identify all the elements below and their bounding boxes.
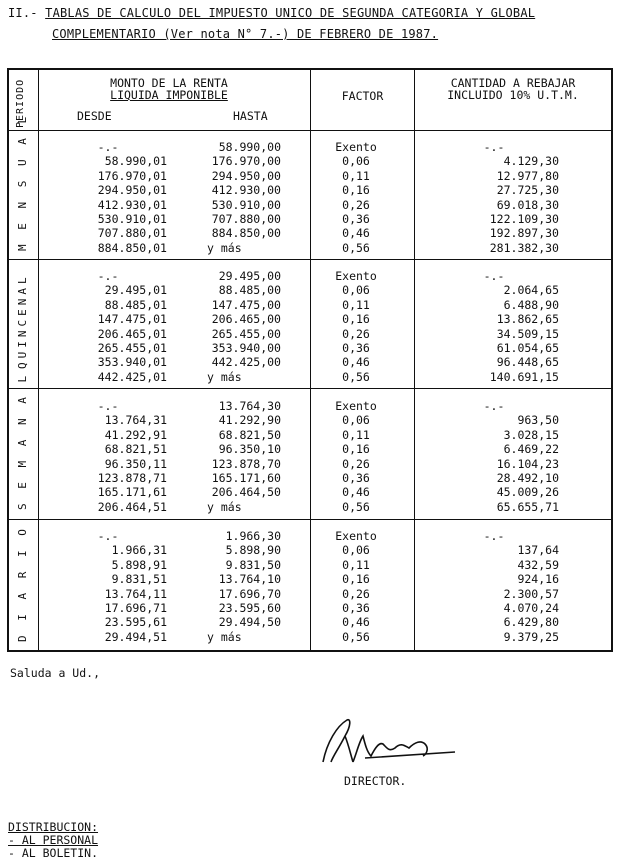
factor-cell: 0,26 [342,456,370,471]
rebajar-cell: 140.691,15 [489,369,559,384]
hasta-cell: 9.831,50 [225,557,281,572]
factor-cell: 0,16 [342,312,370,327]
desde-cell: 88.485,01 [104,297,167,312]
signature-title: DIRECTOR. [344,774,407,788]
rebajar-cell: -.- [483,140,505,154]
desde-cell: 1.966,31 [111,543,167,558]
rebajar-cell: 4.129,30 [503,154,559,169]
hasta-cell: 294.950,00 [211,168,281,183]
header-period: PERIODO [15,78,26,128]
rebajar-cell: 963,50 [517,413,559,428]
hasta-cell: 41.292,90 [218,413,281,428]
factor-cell: 0,46 [342,615,370,630]
factor-cell: 0,11 [342,168,370,183]
hasta-cell: 23.595,60 [218,601,281,615]
factor-cell: Exento [335,140,377,154]
hasta-cell: 265.455,00 [211,326,281,341]
heading-title: TABLAS DE CALCULO DEL IMPUESTO UNICO DE SEGUNDA CATEGORIA Y GLOBAL [45,6,536,20]
desde-cell: 17.696,71 [104,601,167,615]
header-factor: FACTOR [341,89,384,103]
factor-cell: 0,26 [342,326,370,341]
hasta-cell: 1.966,30 [225,529,281,543]
desde-cell: 58.990,01 [104,154,167,169]
hasta-cell: 884.850,00 [211,226,281,241]
header-rebajar-1: CANTIDAD A REBAJAR [450,76,576,90]
desde-cell: 165.171,61 [97,485,167,500]
rebajar-cell: 4.070,24 [503,601,559,615]
rebajar-cell: 137,64 [517,543,559,558]
desde-cell: 13.764,11 [104,586,167,601]
factor-cell: 0,06 [342,154,370,169]
hasta-cell: 88.485,00 [218,283,281,298]
factor-cell: 0,36 [342,601,370,615]
desde-cell: 29.495,01 [104,283,167,298]
factor-cell: Exento [335,399,377,413]
hasta-cell: 17.696,70 [218,586,281,601]
factor-cell: 0,56 [342,499,370,514]
desde-cell: 294.950,01 [97,183,167,198]
distribution-item: - AL PERSONAL [8,833,99,847]
hasta-cell: y más [207,629,242,644]
hasta-cell: 5.898,90 [225,543,281,558]
distribution-item: - AL BOLETIN. [8,846,99,860]
rebajar-cell: 65.655,71 [496,499,559,514]
rebajar-cell: 281.382,30 [489,240,559,255]
rebajar-cell: 2.064,65 [503,283,559,298]
desde-cell: 23.595,61 [104,615,167,630]
desde-cell: 412.930,01 [97,197,167,212]
factor-cell: 0,06 [342,543,370,558]
rebajar-cell: 45.009,26 [496,485,559,500]
factor-cell: 0,36 [342,471,370,485]
desde-cell: 206.464,51 [97,499,167,514]
heading-line-2: COMPLEMENTARIO (Ver nota N° 7.-) DE FEBRERO DE 1987. [52,27,439,41]
factor-cell: 0,36 [342,341,370,355]
desde-cell: 9.831,51 [111,572,167,587]
rebajar-cell: 924,16 [517,572,559,587]
desde-cell: 442.425,01 [97,369,167,384]
factor-cell: 0,16 [342,572,370,587]
period-label: D I A R I O [16,525,29,642]
hasta-cell: 29.494,50 [218,615,281,630]
hasta-cell: 707.880,00 [211,212,281,226]
col-divider [414,70,415,650]
desde-cell: -.- [97,269,119,283]
hasta-cell: y más [207,369,242,384]
desde-cell: 29.494,51 [104,629,167,644]
heading-line-1 [8,6,535,20]
desde-cell: 96.350,11 [104,456,167,471]
rebajar-cell: 28.492,10 [496,471,559,485]
hasta-cell: 412.930,00 [211,183,281,198]
rebajar-cell: 96.448,65 [496,355,559,370]
rebajar-cell: -.- [483,399,505,413]
desde-cell: -.- [97,399,119,413]
rebajar-cell: 16.104,23 [496,456,559,471]
rebajar-cell: 12.977,80 [496,168,559,183]
desde-cell: 5.898,91 [111,557,167,572]
hasta-cell: 206.464,50 [211,485,281,500]
rebajar-cell: 9.379,25 [503,629,559,644]
desde-cell: -.- [97,529,119,543]
factor-cell: 0,06 [342,283,370,298]
hasta-cell: 147.475,00 [211,297,281,312]
heading-number: II.- [8,6,38,20]
desde-cell: 41.292,91 [104,427,167,442]
desde-cell: 123.878,71 [97,471,167,485]
row-divider [9,388,611,389]
hasta-cell: 58.990,00 [218,140,281,154]
factor-cell: 0,46 [342,226,370,241]
rebajar-cell: -.- [483,269,505,283]
header-monto-2: LIQUIDA IMPONIBLE [110,88,228,102]
hasta-cell: 13.764,30 [218,399,281,413]
distribution-title: DISTRIBUCION: [8,820,99,834]
factor-cell: 0,36 [342,212,370,226]
row-divider [9,130,611,131]
hasta-cell: 353.940,00 [211,341,281,355]
desde-cell: 265.455,01 [97,341,167,355]
hasta-cell: 206.465,00 [211,312,281,327]
factor-cell: 0,11 [342,297,370,312]
desde-cell: 13.764,31 [104,413,167,428]
hasta-cell: 96.350,10 [218,442,281,457]
hasta-cell: 13.764,10 [218,572,281,587]
rebajar-cell: 2.300,57 [503,586,559,601]
row-divider [9,519,611,520]
desde-cell: 176.970,01 [97,168,167,183]
factor-cell: Exento [335,529,377,543]
desde-cell: -.- [97,140,119,154]
rebajar-cell: 432,59 [517,557,559,572]
period-label: M E N S U A L [16,112,29,251]
factor-cell: 0,16 [342,183,370,198]
rebajar-cell: 13.862,65 [496,312,559,327]
closing-text: Saluda a Ud., [10,666,101,680]
factor-cell: 0,06 [342,413,370,428]
factor-cell: 0,11 [342,557,370,572]
period-label: S E M A N A L [16,371,29,510]
header-rebajar-2: INCLUIDO 10% U.T.M. [447,88,579,102]
factor-cell: 0,56 [342,240,370,255]
hasta-cell: 68.821,50 [218,427,281,442]
header-hasta: HASTA [233,109,268,123]
rebajar-cell: 192.897,30 [489,226,559,241]
desde-cell: 353.940,01 [97,355,167,370]
hasta-cell: 176.970,00 [211,154,281,169]
rebajar-cell: 34.509,15 [496,326,559,341]
rebajar-cell: -.- [483,529,505,543]
rebajar-cell: 6.488,90 [503,297,559,312]
factor-cell: 0,26 [342,197,370,212]
desde-cell: 530.910,01 [97,212,167,226]
factor-cell: 0,16 [342,442,370,457]
desde-cell: 68.821,51 [104,442,167,457]
col-divider [310,70,311,650]
factor-cell: Exento [335,269,377,283]
factor-cell: 0,26 [342,586,370,601]
rebajar-cell: 6.429,80 [503,615,559,630]
rebajar-cell: 6.469,22 [503,442,559,457]
tax-table [7,68,613,652]
rebajar-cell: 27.725,30 [496,183,559,198]
header-desde: DESDE [77,109,112,123]
hasta-cell: 123.878,70 [211,456,281,471]
factor-cell: 0,56 [342,369,370,384]
factor-cell: 0,46 [342,485,370,500]
period-label: QUINCENAL [16,273,29,370]
hasta-cell: 165.171,60 [211,471,281,485]
col-divider [38,70,39,650]
hasta-cell: 29.495,00 [218,269,281,283]
signature-image [315,712,465,770]
row-divider [9,259,611,260]
rebajar-cell: 69.018,30 [496,197,559,212]
hasta-cell: y más [207,499,242,514]
desde-cell: 206.465,01 [97,326,167,341]
rebajar-cell: 61.054,65 [496,341,559,355]
rebajar-cell: 3.028,15 [503,427,559,442]
factor-cell: 0,46 [342,355,370,370]
desde-cell: 707.880,01 [97,226,167,241]
factor-cell: 0,11 [342,427,370,442]
hasta-cell: 442.425,00 [211,355,281,370]
desde-cell: 147.475,01 [97,312,167,327]
hasta-cell: 530.910,00 [211,197,281,212]
header-monto-1: MONTO DE LA RENTA [110,76,228,90]
factor-cell: 0,56 [342,629,370,644]
hasta-cell: y más [207,240,242,255]
rebajar-cell: 122.109,30 [489,212,559,226]
desde-cell: 884.850,01 [97,240,167,255]
